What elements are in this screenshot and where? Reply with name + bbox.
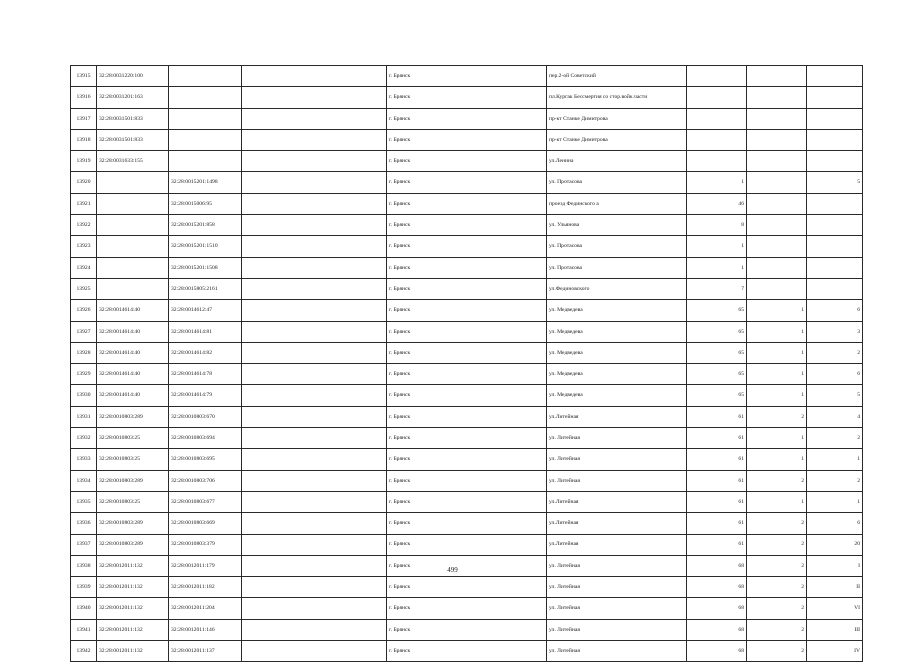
building-number-cell: 2 [747, 641, 807, 662]
table-row [71, 364, 863, 385]
street-cell: ул.Литейная [547, 491, 687, 512]
cadastral-block-cell: 32:28:0014614:40 [97, 385, 169, 406]
building-number-cell: 2 [747, 534, 807, 555]
cadastral-block-cell: 32:28:0010803:25 [97, 449, 169, 470]
cadastral-number-cell: 32:28:0014614:79 [169, 385, 242, 406]
record-number-cell: 13920 [71, 172, 97, 193]
empty-cell [242, 385, 387, 406]
empty-cell [242, 66, 387, 87]
city-cell: г. Брянск [387, 641, 547, 662]
house-number-cell: 68 [687, 598, 747, 619]
house-number-cell: 68 [687, 619, 747, 640]
record-number-cell: 13928 [71, 342, 97, 363]
cadastral-number-cell: 32:28:0012011:146 [169, 619, 242, 640]
empty-cell [242, 300, 387, 321]
table-row [71, 257, 863, 278]
record-number-cell: 13934 [71, 470, 97, 491]
table-row [71, 428, 863, 449]
cadastral-block-cell: 32:28:0010803:25 [97, 491, 169, 512]
apartment-number-cell [807, 66, 863, 87]
apartment-number-cell: 3 [807, 321, 863, 342]
cadastral-number-cell [169, 129, 242, 150]
building-number-cell [747, 278, 807, 299]
house-number-cell [687, 151, 747, 172]
street-cell: ул. Медведева [547, 364, 687, 385]
apartment-number-cell [807, 257, 863, 278]
city-cell: г. Брянск [387, 428, 547, 449]
house-number-cell: 65 [687, 300, 747, 321]
cadastral-block-cell: 32:28:0031201:163 [97, 87, 169, 108]
city-cell: г. Брянск [387, 108, 547, 129]
house-number-cell: 61 [687, 491, 747, 512]
cadastral-block-cell: 32:28:0014614:40 [97, 342, 169, 363]
city-cell: г. Брянск [387, 449, 547, 470]
house-number-cell: 46 [687, 193, 747, 214]
apartment-number-cell: III [807, 619, 863, 640]
empty-cell [242, 577, 387, 598]
city-cell: г. Брянск [387, 598, 547, 619]
house-number-cell: 65 [687, 342, 747, 363]
city-cell: г. Брянск [387, 470, 547, 491]
table-row [71, 449, 863, 470]
table-row [71, 300, 863, 321]
empty-cell [242, 236, 387, 257]
building-number-cell: 1 [747, 300, 807, 321]
record-number-cell: 13941 [71, 619, 97, 640]
cadastral-number-cell: 32:28:0012011:179 [169, 555, 242, 576]
cadastral-number-cell [169, 87, 242, 108]
building-number-cell [747, 236, 807, 257]
table-row [71, 278, 863, 299]
apartment-number-cell: II [807, 577, 863, 598]
table-row [71, 619, 863, 640]
street-cell: ул. Ульянова [547, 215, 687, 236]
cadastral-number-cell: 32:28:0014614:78 [169, 364, 242, 385]
house-number-cell: 1 [687, 236, 747, 257]
cadastral-number-cell: 32:28:0010803:695 [169, 449, 242, 470]
house-number-cell [687, 108, 747, 129]
empty-cell [242, 406, 387, 427]
cadastral-block-cell: 32:28:0014614:40 [97, 321, 169, 342]
cadastral-block-cell: 32:28:0031220:100 [97, 66, 169, 87]
record-number-cell: 13931 [71, 406, 97, 427]
house-number-cell [687, 87, 747, 108]
house-number-cell: 65 [687, 364, 747, 385]
table-row [71, 66, 863, 87]
house-number-cell [687, 129, 747, 150]
cadastral-block-cell: 32:28:0031501:833 [97, 108, 169, 129]
empty-cell [242, 193, 387, 214]
city-cell: г. Брянск [387, 342, 547, 363]
record-number-cell: 13927 [71, 321, 97, 342]
building-number-cell: 1 [747, 385, 807, 406]
street-cell: ул. Медведева [547, 300, 687, 321]
empty-cell [242, 172, 387, 193]
house-number-cell: 61 [687, 513, 747, 534]
record-number-cell: 13922 [71, 215, 97, 236]
cadastral-block-cell [97, 236, 169, 257]
cadastral-number-cell: 32:28:0014614:82 [169, 342, 242, 363]
city-cell: г. Брянск [387, 172, 547, 193]
street-cell: ул.Ленина [547, 151, 687, 172]
apartment-number-cell: 6 [807, 513, 863, 534]
building-number-cell [747, 129, 807, 150]
record-number-cell: 13915 [71, 66, 97, 87]
apartment-number-cell [807, 193, 863, 214]
house-number-cell: 61 [687, 470, 747, 491]
table-row [71, 641, 863, 662]
street-cell: пер.2-ой Советский [547, 66, 687, 87]
empty-cell [242, 342, 387, 363]
empty-cell [242, 364, 387, 385]
street-cell: ул.Литейная [547, 406, 687, 427]
street-cell: пр-кт Станке Димитрова [547, 129, 687, 150]
empty-cell [242, 151, 387, 172]
building-number-cell [747, 108, 807, 129]
cadastral-block-cell: 32:28:0014614:40 [97, 364, 169, 385]
city-cell: г. Брянск [387, 406, 547, 427]
empty-cell [242, 129, 387, 150]
cadastral-number-cell: 32:28:0014614:81 [169, 321, 242, 342]
record-number-cell: 13930 [71, 385, 97, 406]
building-number-cell: 1 [747, 491, 807, 512]
empty-cell [242, 87, 387, 108]
record-number-cell: 13942 [71, 641, 97, 662]
apartment-number-cell: 5 [807, 172, 863, 193]
street-cell: проезд Фединского а [547, 193, 687, 214]
building-number-cell: 1 [747, 449, 807, 470]
city-cell: г. Брянск [387, 385, 547, 406]
city-cell: г. Брянск [387, 193, 547, 214]
record-number-cell: 13935 [71, 491, 97, 512]
building-number-cell [747, 215, 807, 236]
street-cell: ул. Протасова [547, 257, 687, 278]
cadastral-block-cell [97, 257, 169, 278]
building-number-cell: 2 [747, 619, 807, 640]
cadastral-number-cell: 32:28:0010803:669 [169, 513, 242, 534]
apartment-number-cell [807, 215, 863, 236]
cadastral-number-cell: 32:28:0012011:204 [169, 598, 242, 619]
table-row [71, 577, 863, 598]
house-number-cell: 7 [687, 278, 747, 299]
house-number-cell: 8 [687, 215, 747, 236]
cadastral-block-cell [97, 193, 169, 214]
city-cell: г. Брянск [387, 619, 547, 640]
building-number-cell [747, 257, 807, 278]
record-number-cell: 13917 [71, 108, 97, 129]
street-cell: ул. Литейная [547, 619, 687, 640]
building-number-cell: 2 [747, 577, 807, 598]
record-number-cell: 13939 [71, 577, 97, 598]
building-number-cell: 2 [747, 598, 807, 619]
apartment-number-cell [807, 108, 863, 129]
city-cell: г. Брянск [387, 513, 547, 534]
empty-cell [242, 513, 387, 534]
cadastral-number-cell: 32:28:0014612:47 [169, 300, 242, 321]
table-row [71, 598, 863, 619]
building-number-cell [747, 151, 807, 172]
table-row [71, 236, 863, 257]
street-cell: пр-кт Станке Димитрова [547, 108, 687, 129]
record-number-cell: 13929 [71, 364, 97, 385]
empty-cell [242, 641, 387, 662]
cadastral-number-cell: 32:28:0010803:706 [169, 470, 242, 491]
city-cell: г. Брянск [387, 66, 547, 87]
empty-cell [242, 619, 387, 640]
building-number-cell: 1 [747, 364, 807, 385]
house-number-cell: 68 [687, 555, 747, 576]
apartment-number-cell [807, 129, 863, 150]
empty-cell [242, 278, 387, 299]
cadastral-block-cell [97, 278, 169, 299]
building-number-cell [747, 193, 807, 214]
street-cell: ул. Литейная [547, 449, 687, 470]
house-number-cell: 61 [687, 449, 747, 470]
apartment-number-cell: 2 [807, 428, 863, 449]
table-row [71, 534, 863, 555]
record-number-cell: 13921 [71, 193, 97, 214]
street-cell: ул. Медведева [547, 385, 687, 406]
cadastral-number-cell: 32:28:0010803:670 [169, 406, 242, 427]
city-cell: г. Брянск [387, 236, 547, 257]
city-cell: г. Брянск [387, 491, 547, 512]
apartment-number-cell [807, 236, 863, 257]
street-cell: ул. Протасова [547, 172, 687, 193]
cadastral-number-cell: 32:28:0010803:694 [169, 428, 242, 449]
apartment-number-cell [807, 87, 863, 108]
table-row [71, 321, 863, 342]
building-number-cell: 2 [747, 470, 807, 491]
cadastral-number-cell: 32:28:0010803:379 [169, 534, 242, 555]
city-cell: г. Брянск [387, 129, 547, 150]
empty-cell [242, 491, 387, 512]
empty-cell [242, 108, 387, 129]
empty-cell [242, 449, 387, 470]
apartment-number-cell: 20 [807, 534, 863, 555]
street-cell: ул. Литейная [547, 470, 687, 491]
record-number-cell: 13924 [71, 257, 97, 278]
record-number-cell: 13940 [71, 598, 97, 619]
table-row [71, 193, 863, 214]
empty-cell [242, 470, 387, 491]
street-cell: ул.Литейная [547, 534, 687, 555]
apartment-number-cell: 2 [807, 470, 863, 491]
cadastral-block-cell: 32:28:0012011:132 [97, 619, 169, 640]
city-cell: г. Брянск [387, 300, 547, 321]
cadastral-block-cell: 32:28:0031633:155 [97, 151, 169, 172]
cadastral-number-cell: 32:28:0015201:1510 [169, 236, 242, 257]
cadastral-block-cell: 32:28:0014614:40 [97, 300, 169, 321]
city-cell: г. Брянск [387, 577, 547, 598]
cadastral-block-cell: 32:28:0010803:289 [97, 406, 169, 427]
city-cell: г. Брянск [387, 151, 547, 172]
building-number-cell [747, 172, 807, 193]
apartment-number-cell [807, 151, 863, 172]
house-number-cell: 1 [687, 257, 747, 278]
cadastral-number-cell: 32:28:0012011:182 [169, 577, 242, 598]
building-number-cell: 1 [747, 428, 807, 449]
street-cell: ул. Литейная [547, 598, 687, 619]
table-row [71, 108, 863, 129]
table-row [71, 385, 863, 406]
house-number-cell: 65 [687, 385, 747, 406]
city-cell: г. Брянск [387, 278, 547, 299]
empty-cell [242, 257, 387, 278]
city-cell: г. Брянск [387, 87, 547, 108]
house-number-cell: 1 [687, 172, 747, 193]
cadastral-number-cell [169, 151, 242, 172]
cadastral-block-cell: 32:28:0010803:289 [97, 470, 169, 491]
house-number-cell: 61 [687, 534, 747, 555]
table-row [71, 513, 863, 534]
cadastral-number-cell: 32:28:0015201:1508 [169, 257, 242, 278]
street-cell: ул.Литейная [547, 513, 687, 534]
empty-cell [242, 598, 387, 619]
street-cell: ул. Медведева [547, 321, 687, 342]
record-number-cell: 13938 [71, 555, 97, 576]
cadastral-number-cell: 32:28:0015201:858 [169, 215, 242, 236]
record-number-cell: 13937 [71, 534, 97, 555]
table-row [71, 342, 863, 363]
table-row [71, 215, 863, 236]
cadastral-number-cell: 32:28:0015201:1498 [169, 172, 242, 193]
empty-cell [242, 534, 387, 555]
building-number-cell: 2 [747, 513, 807, 534]
table-row [71, 470, 863, 491]
street-cell: ул. Протасова [547, 236, 687, 257]
table-row [71, 172, 863, 193]
record-number-cell: 13918 [71, 129, 97, 150]
cadastral-number-cell: 32:28:0012011:137 [169, 641, 242, 662]
building-number-cell [747, 87, 807, 108]
empty-cell [242, 321, 387, 342]
cadastral-block-cell: 32:28:0031501:833 [97, 129, 169, 150]
record-number-cell: 13916 [71, 87, 97, 108]
apartment-number-cell: IV [807, 641, 863, 662]
record-number-cell: 13919 [71, 151, 97, 172]
building-number-cell: 2 [747, 555, 807, 576]
cadastral-number-cell [169, 66, 242, 87]
house-number-cell: 61 [687, 428, 747, 449]
record-number-cell: 13926 [71, 300, 97, 321]
record-number-cell: 13936 [71, 513, 97, 534]
cadastral-block-cell: 32:28:0010803:25 [97, 428, 169, 449]
apartment-number-cell: 6 [807, 364, 863, 385]
page-number: 499 [447, 566, 458, 574]
building-number-cell [747, 66, 807, 87]
street-cell: ул. Литейная [547, 428, 687, 449]
building-number-cell: 2 [747, 406, 807, 427]
street-cell: ул. Литейная [547, 577, 687, 598]
street-cell: ул. Литейная [547, 555, 687, 576]
apartment-number-cell: 4 [807, 406, 863, 427]
cadastral-block-cell: 32:28:0012011:132 [97, 577, 169, 598]
table-row [71, 129, 863, 150]
building-number-cell: 1 [747, 342, 807, 363]
apartment-number-cell: 2 [807, 342, 863, 363]
street-cell: пл.Кургак Бессмертия со стор.войк.части [547, 87, 687, 108]
street-cell: ул. Литейная [547, 641, 687, 662]
house-number-cell: 61 [687, 406, 747, 427]
apartment-number-cell: 1 [807, 491, 863, 512]
apartment-number-cell [807, 278, 863, 299]
cadastral-number-cell [169, 108, 242, 129]
building-number-cell: 1 [747, 321, 807, 342]
city-cell: г. Брянск [387, 321, 547, 342]
table-row [71, 406, 863, 427]
table-row [71, 491, 863, 512]
record-number-cell: 13925 [71, 278, 97, 299]
street-cell: ул. Медведева [547, 342, 687, 363]
apartment-number-cell: 6 [807, 300, 863, 321]
record-number-cell: 13933 [71, 449, 97, 470]
cadastral-block-cell [97, 172, 169, 193]
city-cell: г. Брянск [387, 215, 547, 236]
apartment-number-cell: VI [807, 598, 863, 619]
record-number-cell: 13932 [71, 428, 97, 449]
table-row [71, 87, 863, 108]
apartment-number-cell: I [807, 555, 863, 576]
cadastral-number-cell: 32:28:0015805:2161 [169, 278, 242, 299]
apartment-number-cell: 1 [807, 449, 863, 470]
cadastral-block-cell: 32:28:0012011:132 [97, 641, 169, 662]
cadastral-block-cell: 32:28:0012011:132 [97, 555, 169, 576]
city-cell: г. Брянск [387, 555, 547, 576]
house-number-cell: 65 [687, 321, 747, 342]
cadastral-block-cell: 32:28:0012011:132 [97, 598, 169, 619]
city-cell: г. Брянск [387, 257, 547, 278]
house-number-cell [687, 66, 747, 87]
house-number-cell: 68 [687, 577, 747, 598]
street-cell: ул.Фединовского [547, 278, 687, 299]
cadastral-number-cell: 32:28:0015006:95 [169, 193, 242, 214]
apartment-number-cell: 5 [807, 385, 863, 406]
table-row [71, 151, 863, 172]
empty-cell [242, 428, 387, 449]
house-number-cell: 68 [687, 641, 747, 662]
cadastral-block-cell: 32:28:0010803:289 [97, 513, 169, 534]
cadastral-block-cell: 32:28:0010803:289 [97, 534, 169, 555]
record-number-cell: 13923 [71, 236, 97, 257]
cadastral-number-cell: 32:28:0010803:677 [169, 491, 242, 512]
city-cell: г. Брянск [387, 534, 547, 555]
city-cell: г. Брянск [387, 364, 547, 385]
cadastral-block-cell [97, 215, 169, 236]
empty-cell [242, 215, 387, 236]
